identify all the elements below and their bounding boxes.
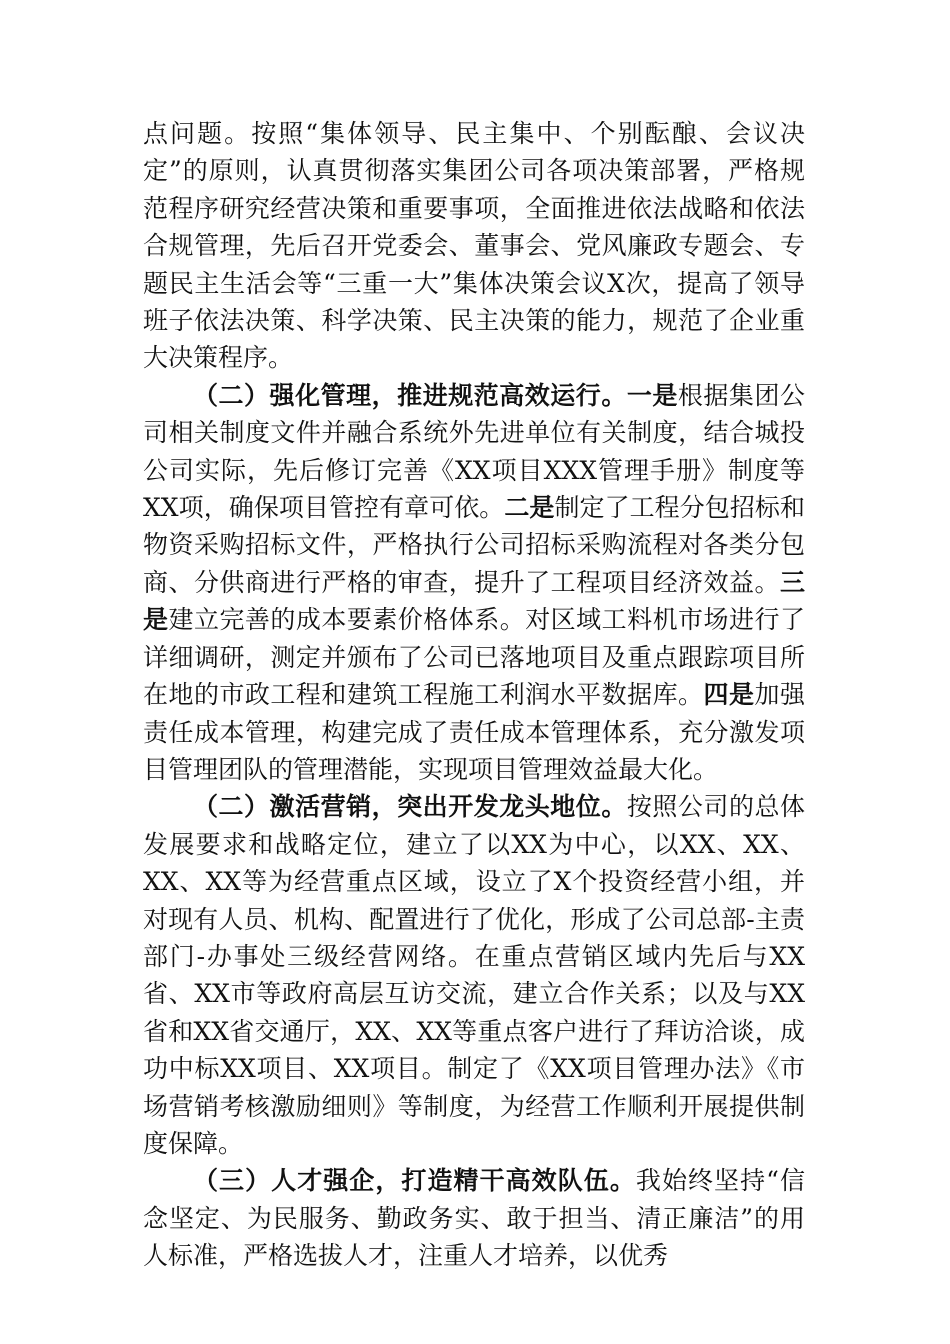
paragraph-text: 加强责任成本管理，构建完成了责任成本管理体系，充分激发项目管理团队的管理潜能，实现项目管理效益最大化。 bbox=[143, 680, 805, 784]
section-heading: （二）强化管理，推进规范高效运行。 bbox=[193, 380, 627, 410]
paragraph-text: 我始终坚持“信念坚定、为民服务、勤政务实、敢于担当、清正廉洁”的用人标准，严格选拔人才，注重人才培养，以优秀 bbox=[143, 1166, 805, 1271]
paragraph-text: 根据集团公司相关制度文件并融合系统外先进单位有关制度，结合城投公司实际，先后修订完善《XX项目XXX管理手册》制度等XX项，确保项目管控有章可依。 bbox=[143, 380, 805, 523]
item-marker: 二是 bbox=[504, 493, 555, 523]
paragraph-strengthen-management bbox=[143, 377, 805, 788]
item-marker: 一是 bbox=[626, 380, 678, 410]
paragraph-decision-process bbox=[143, 115, 805, 377]
document-body bbox=[143, 115, 805, 1275]
item-marker: 三是 bbox=[143, 567, 805, 635]
paragraph-talent bbox=[143, 1162, 805, 1274]
paragraph-text: 按照公司的总体发展要求和战略定位，建立了以XX为中心，以XX、XX、XX、XX等为经营重点区域，设立了X个投资经营小组，并对现有人员、机构、配置进行了优化，形成了公司总部-主责部门-办事处三级经营网络。在重点营销区域内先后与XX省、XX市等政府高层互访交流，建立合作关系；以及与XX省和XX省交通厅，XX、XX等重点客户进行了拜访洽谈，成功中标XX项目、XX项目。制定了《XX项目管理办法》《市场营销考核激励细则》等制度，为经营工作顺利开展提供制度保障。 bbox=[143, 792, 805, 1158]
paragraph-text: 点问题。按照“集体领导、民主集中、个别酝酿、会议决定”的原则，认真贯彻落实集团公司各项决策部署，严格规范程序研究经营决策和重要事项，全面推进依法战略和依法合规管理，先后召开党委会、董事会、党风廉政专题会、专题民主生活会等“三重一大”集体决策会议X次，提高了领导班子依法决策、科学决策、民主决策的能力，规范了企业重大决策程序。 bbox=[143, 119, 805, 373]
paragraph-activate-marketing bbox=[143, 788, 805, 1162]
paragraph-text: 建立完善的成本要素价格体系。对区域工料机市场进行了详细调研，测定并颁布了公司已落地项目及重点跟踪项目所在地的市政工程和建筑工程施工利润水平数据库。 bbox=[143, 605, 805, 710]
section-heading: （三）人才强企，打造精干高效队伍。 bbox=[193, 1166, 636, 1196]
paragraph-text: 制定了工程分包招标和物资采购招标文件，严格执行公司招标采购流程对各类分包商、分供商进行严格的审查，提升了工程项目经济效益。 bbox=[143, 493, 805, 597]
item-marker: 四是 bbox=[703, 680, 755, 710]
section-heading: （二）激活营销，突出开发龙头地位。 bbox=[193, 792, 627, 822]
